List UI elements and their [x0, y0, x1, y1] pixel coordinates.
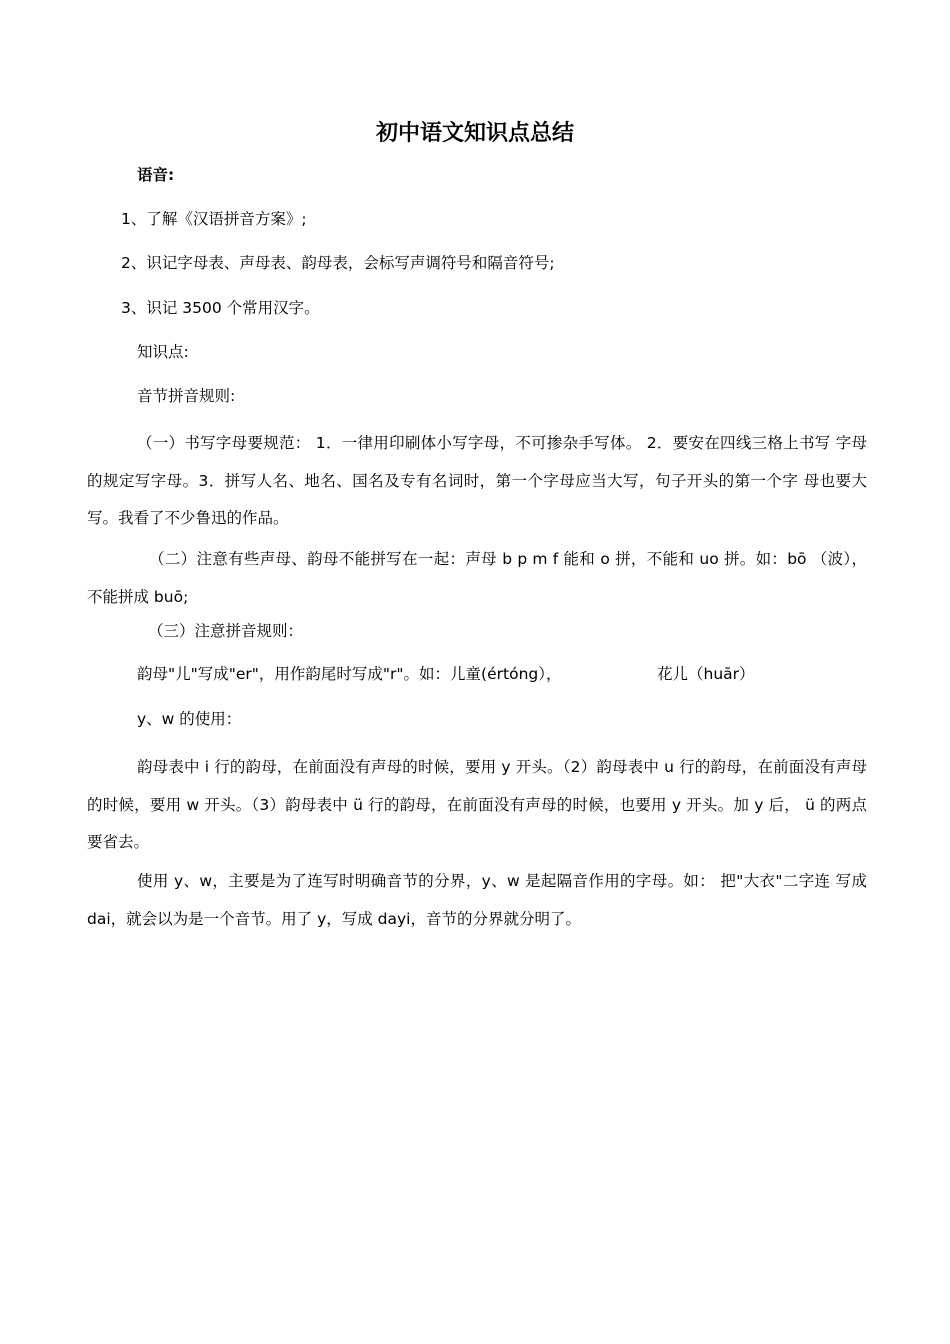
rules-label: 音节拼音规则:	[137, 387, 236, 405]
yw-rule-paragraph: 韵母表中 i 行的韵母，在前面没有声母的时候，要用 y 开头。（2）韵母表中 u 行的韵母，在前面没有声母的时候，要用 w 开头。（3）韵母表中 ü 行的韵母，在前面没有声母的时候，也要用 y 开头。加 y 后， ü 的两点要省去。	[87, 758, 867, 851]
section-heading-phonetics: 语音:	[137, 166, 175, 184]
rule-paragraph-3: （三）注意拼音规则：	[148, 622, 304, 640]
list-item: 1、了解《汉语拼音方案》;	[121, 210, 307, 228]
yw-purpose-paragraph: 使用 y、w，主要是为了连写时明确音节的分界，y、w 是起隔音作用的字母。如： 把"大衣"二字连 写成 dai，就会以为是一个音节。用了 y，写成 dayi，音节的分界就分明了。	[87, 872, 867, 928]
list-item: 2、识记字母表、声母表、韵母表，会标写声调符号和隔音符号;	[121, 254, 555, 272]
page-title: 初中语文知识点总结	[375, 121, 574, 146]
er-rule-text: 韵母"儿"写成"er"，用作韵尾时写成"r"。如：儿童(értóng），	[137, 665, 562, 683]
rule-paragraph-2: （二）注意有些声母、韵母不能拼写在一起：声母 b p m f 能和 o 拼，不能和 uo 拼。如：bō （波），不能拼成 buō;	[87, 550, 867, 606]
rule-paragraph-1: （一）书写字母要规范： 1．一律用印刷体小写字母，不可掺杂手写体。 2．要安在四线三格上书写 字母的规定写字母。3．拼写人名、地名、国名及专有名词时，第一个字母应当大写，句子开头的第一个字 母也要大写。我看了不少鲁迅的作品。	[87, 434, 867, 527]
knowledge-label: 知识点:	[137, 343, 189, 361]
yw-usage-label: y、w 的使用：	[137, 710, 242, 728]
er-rule-example: 花儿（huār）	[657, 665, 755, 683]
list-item: 3、识记 3500 个常用汉字。	[121, 299, 320, 317]
